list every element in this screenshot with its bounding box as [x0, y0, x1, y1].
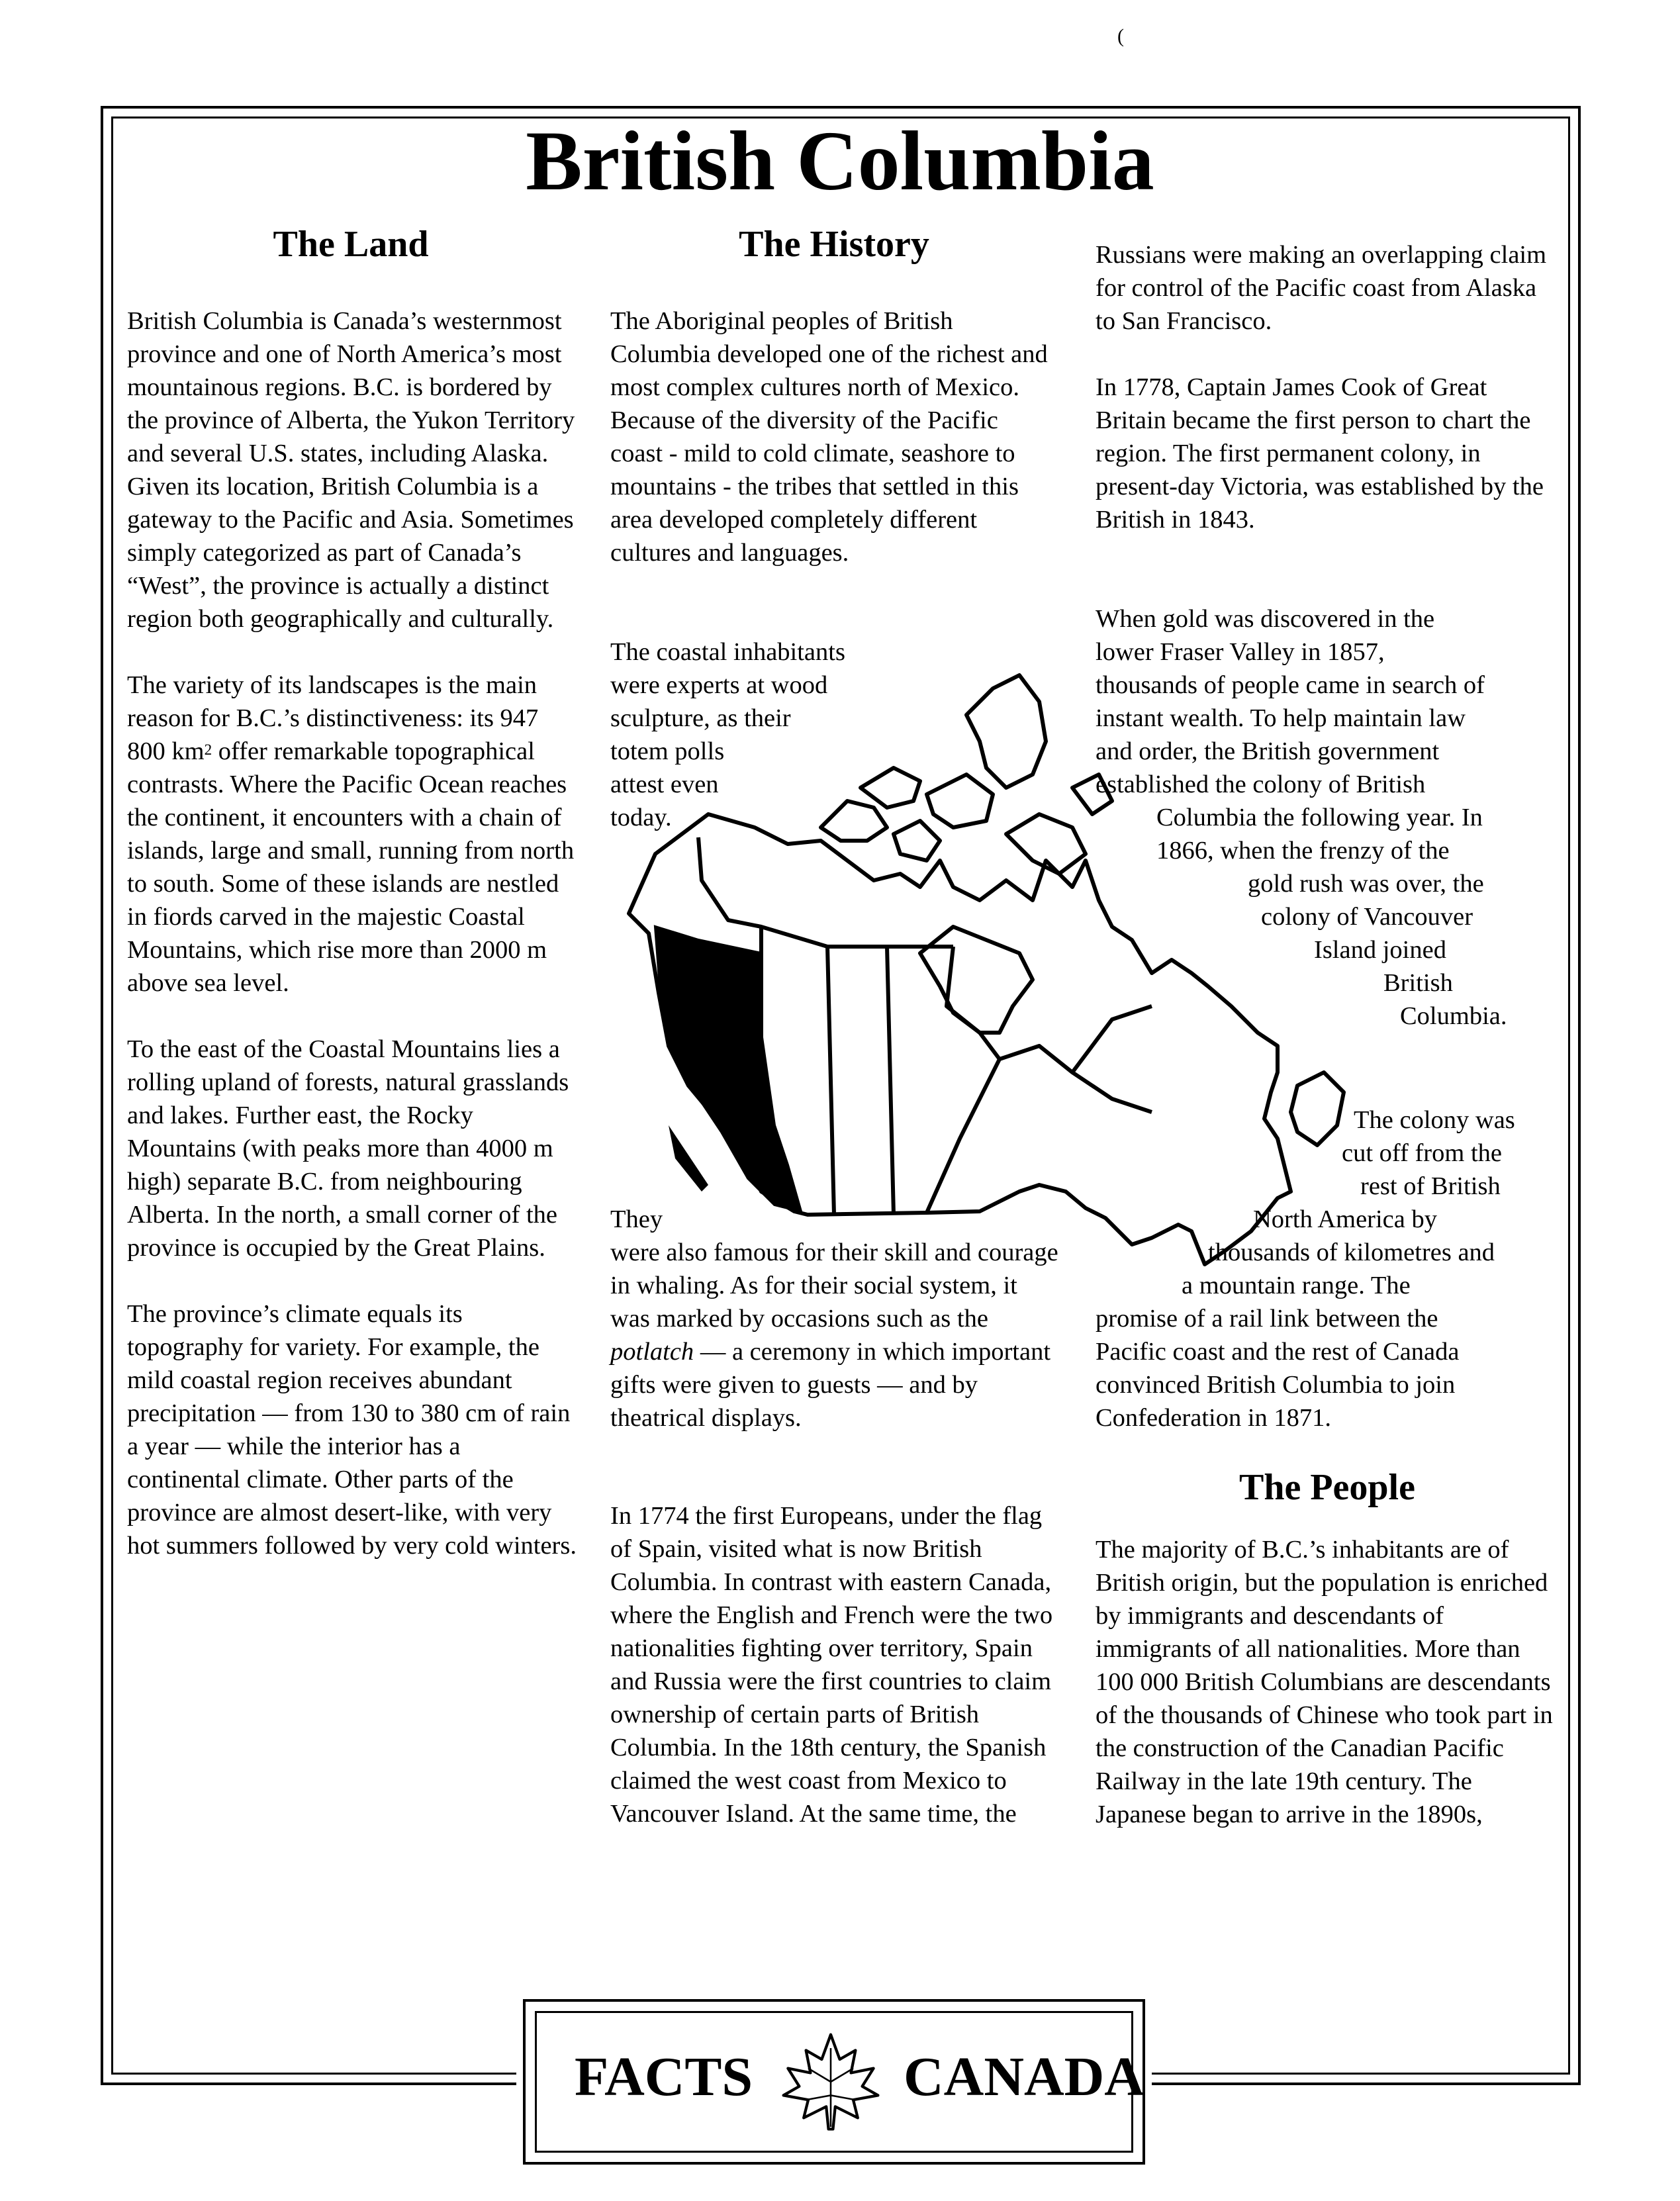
history-line: The coastal inhabitants	[610, 638, 845, 666]
history-line: attest even	[610, 771, 719, 798]
land-paragraph-3: To the east of the Coastal Mountains lies a rolling upland of forests, natural grasslands and lakes. Further east, the Rocky Mountains (with peaks more than 4000 m high) separate B.C. from neighbouring Alberta. In the north, a small corner of the province is occupied by the Great Plains.	[127, 1035, 569, 1262]
page-title: British Columbia	[526, 114, 1154, 208]
potlatch-term: potlatch	[610, 1338, 694, 1366]
history-line: They	[610, 1205, 663, 1233]
text-line: thousands of kilometres and	[1208, 1239, 1495, 1266]
canada-map-svg	[609, 662, 1403, 1284]
footer-facts: FACTS	[575, 2046, 753, 2108]
text-line: a mountain range. The	[1182, 1272, 1411, 1299]
text-line: Island joined	[1314, 936, 1446, 964]
newfoundland	[1291, 1072, 1344, 1145]
canada-map	[609, 662, 1403, 1284]
scan-mark: (	[1117, 25, 1124, 47]
history-line: sculpture, as their	[610, 704, 791, 732]
text-line: gold rush was over, the	[1248, 870, 1484, 898]
text-line: The colony was	[1354, 1106, 1515, 1134]
land-paragraph-4: The province’s climate equals its topography for variety. For example, the mild coastal region receives abundant precipitation — from 130 to 380 cm of rain a year — while the interior has a continental climate. Other parts of the province are almost desert-like, with very hot summers followed by very cold winters.	[127, 1300, 577, 1560]
text-line: established the colony of British	[1096, 771, 1426, 798]
text-line: Confederation in 1871.	[1096, 1404, 1332, 1432]
text-line: When gold was discovered in the	[1096, 605, 1435, 633]
history-paragraph-3: In 1774 the first Europeans, under the flag of Spain, visited what is now British Columbia. In contrast with eastern Canada, where the English and French were the two nationalities fighting over territory, Spain and Russia were the first countries to claim ownership of certain parts of British Columbia. In the 18th century, the Spanish claimed the west coast from Mexico to Vancouver Island. At the same time, the	[610, 1502, 1053, 1828]
text-line: Columbia.	[1400, 1002, 1507, 1030]
history-paragraph-2-continued: They were also famous for their skill and courage in whaling. As for their social system, it was marked by occasions such as the potlatch — a ceremony in which important gifts were given to guests — and by theatrical displays.	[610, 1203, 1060, 1434]
text-line: and order, the British government	[1096, 737, 1440, 765]
col3-paragraph-1: Russians were making an overlapping claim for control of the Pacific coast from Alaska to San Francisco.	[1096, 241, 1547, 335]
history-line: were experts at wood	[610, 671, 828, 699]
heading-the-people: The People	[1239, 1467, 1415, 1508]
land-paragraph-1: British Columbia is Canada’s westernmost province and one of North America’s most mountainous regions. B.C. is bordered by the province of Alberta, the Yukon Territory and several U.S. states, including Alaska. Given its location, British Columbia is a gateway to the Pacific and Asia. Sometimes simply categorized as part of Canada’s “West”, the province is actually a distinct region both geographically and culturally.	[127, 307, 575, 633]
people-paragraph: The majority of B.C.’s inhabitants are of British origin, but the population is enriched by immigrants and descendants of immigrants of all nationalities. More than 100 000 British Columbians are descendants of the thousands of Chinese who took part in the construction of the Canadian Pacific Railway in the late 19th century. The Japanese began to arrive in the 1890s,	[1096, 1536, 1553, 1828]
history-line: totem polls	[610, 737, 725, 765]
footer-canada: CANADA	[904, 2046, 1144, 2108]
arctic-islands	[821, 675, 1112, 874]
text-line: British	[1383, 969, 1453, 997]
text-line: instant wealth. To help maintain law	[1096, 704, 1466, 732]
text-line: 1866, when the frenzy of the	[1156, 837, 1450, 865]
history-line: today.	[610, 804, 672, 831]
text-line: Pacific coast and the rest of Canada	[1096, 1338, 1460, 1366]
text-line: cut off from the	[1342, 1139, 1502, 1167]
text-line: Columbia the following year. In	[1156, 804, 1483, 831]
col3-paragraph-2: In 1778, Captain James Cook of Great Britain became the first person to chart the region. The first permanent colony, in present-day Victoria, was established by the British in 1843.	[1096, 373, 1544, 534]
text-line: thousands of people came in search of	[1096, 671, 1485, 699]
text-line: promise of a rail link between the	[1096, 1305, 1438, 1333]
vancouver-island	[669, 1125, 708, 1192]
land-paragraph-2: The variety of its landscapes is the main reason for B.C.’s distinctiveness: its 947 800 $km^2$ offer remarkable topographical contrasts. Where the Pacific Ocean reaches the continent, it encounters with a chain of islands, large and small, running from north to south. Some of these islands are nestled in fiords carved in the majestic Coastal Mountains, which rise more than 2000 m above sea level.	[127, 671, 575, 997]
heading-the-land: The Land	[273, 224, 429, 265]
hudson-bay	[920, 927, 1033, 1033]
british-columbia-region	[655, 927, 801, 1211]
text-line: lower Fraser Valley in 1857,	[1096, 638, 1385, 666]
history-paragraph-1: The Aboriginal peoples of British Columbia developed one of the richest and most complex cultures north of Mexico. Because of the diversity of the Pacific coast - mild to cold climate, seashore to mountains - the tribes that settled in this area developed completely different cultures and languages.	[610, 307, 1048, 567]
text-line: North America by	[1253, 1205, 1437, 1233]
land-column	[127, 304, 577, 1562]
heading-the-history: The History	[739, 224, 929, 265]
text-line: rest of British	[1360, 1172, 1501, 1200]
text-line: colony of Vancouver	[1261, 903, 1473, 931]
maple-leaf-icon	[774, 2026, 887, 2138]
text-line: convinced British Columbia to join	[1096, 1371, 1456, 1399]
